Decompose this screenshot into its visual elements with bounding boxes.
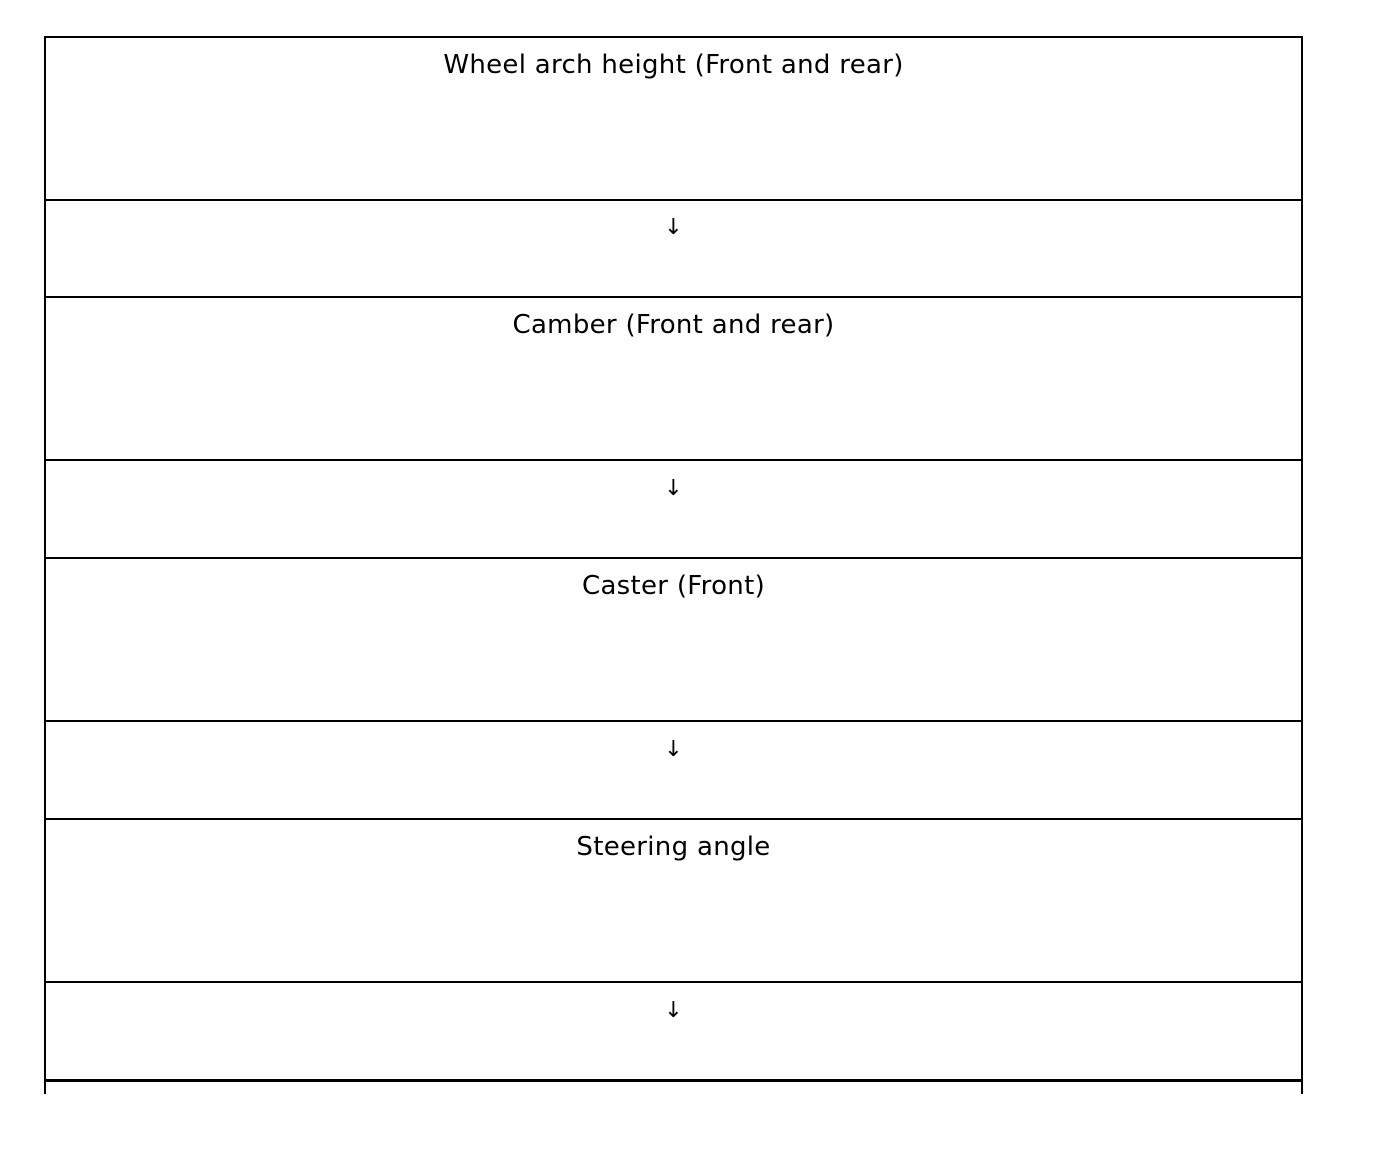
- flow-arrow-row: [46, 722, 1301, 820]
- down-arrow-icon: ↓: [664, 737, 683, 762]
- flow-step-camber: [46, 298, 1301, 461]
- procedure-flow-table: [44, 36, 1303, 1094]
- down-arrow-icon: ↓: [664, 998, 683, 1023]
- flow-arrow-row: [46, 461, 1301, 559]
- down-arrow-icon: ↓: [664, 215, 683, 240]
- flow-step-steering-angle: [46, 820, 1301, 983]
- flow-step-caster: [46, 559, 1301, 722]
- flow-arrow-row: [46, 200, 1301, 298]
- flow-step-label: Steering angle: [576, 832, 771, 862]
- flow-step-label: Camber (Front and rear): [512, 310, 835, 340]
- flow-arrow-row: [46, 983, 1301, 1082]
- down-arrow-icon: ↓: [664, 476, 683, 501]
- flow-step-label: Wheel arch height (Front and rear): [443, 50, 904, 80]
- flow-step-wheel-arch-height: [46, 38, 1301, 201]
- flow-step-label: Caster (Front): [581, 571, 766, 601]
